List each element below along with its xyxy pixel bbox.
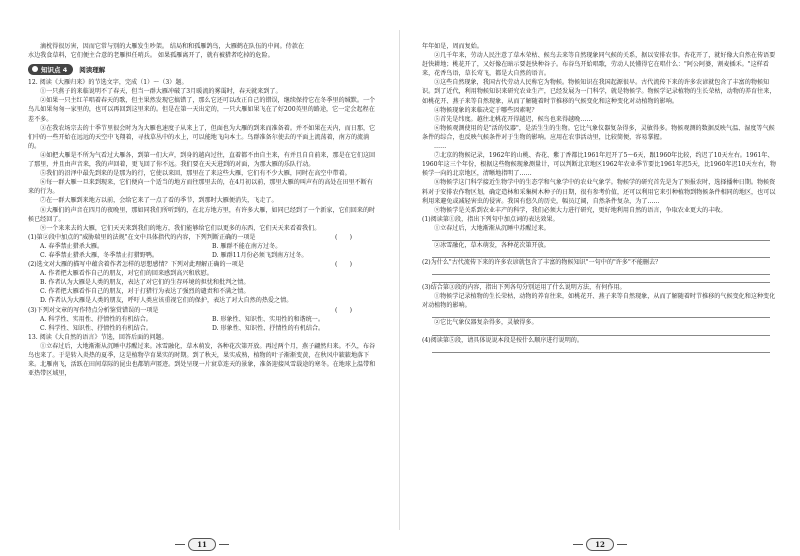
- question-stem: (4)阅读第⑤段，请具体说说本段是按什么顺序进行说明的。: [422, 336, 583, 344]
- section-header: [28, 62, 378, 76]
- passage-paragraph: ⑧物候学这门科学接近生物学中的生态学和气象学中的农业气象学。物候学的研究首先是为了预报农时，选择播种日期。物候资料对于安排农作物区划，确定造林和采集树木种子的日期，很有参考价值，还可以利用它来引种植物到物候条件相同的地区，也可以利用来避免或减轻害虫的侵害。我国有悠久的历史，幅员辽阔，自然条件复杂，为了……: [422, 179, 776, 205]
- question-stem: (2)为什么"古代流传下来的许多农谚就包含了丰富的物候知识"一句中的"许多"不能删去？: [422, 259, 662, 267]
- passage-paragraph: ⑦北京的物候记录，1962年的山桃、杏花、紫丁香都比1961年迟开了5～6天，跟1960年比较，约迟了10天左右。1961年、1960年这三个年份，根据这些物候现象测量计，可以判断北京地区1962年农业季节要比1961年迟5天，比1960年迟10天左右，物候学一向的北京地区，清晰地指明了……: [422, 152, 776, 178]
- section-badge: 知识点 4: [28, 64, 73, 75]
- ellipsis: ……: [434, 143, 447, 151]
- option[interactable]: C. 作者把大雁看作自己的朋友，对于打猎行为表达了强烈的谴责和不满之情。: [40, 288, 250, 296]
- passage-paragraph: 年年如是，周而复始。: [422, 43, 483, 50]
- passage-paragraph: ⑤首先是纬度。越往北桃花开得越迟，候鸟也来得越晚……: [434, 115, 593, 123]
- passage-paragraph: ③在我农场宗去的十季节里很会时为为大雁也速度子从来上了，但面也为大雁的到来而准备着。并不如果在天内，而日那，它们中的一些开始在远远的天空中飞翔着，寻找草丛中的水上，可以能地飞向本土。鸟群准备尔使去的平面上流荡着，南方的流淌的。: [28, 124, 376, 150]
- question-stem: (3)结合第③段的内容，指出下列各句分别运用了什么说明方法，有何作用。: [422, 284, 626, 292]
- answer-paren[interactable]: ( ): [335, 306, 352, 314]
- passage-paragraph: ⑦在一群大雁到来地方以前，会给它来了一点了看的季节，到那时大雁便消失，飞走了。: [40, 197, 278, 205]
- answer-paren[interactable]: ( ): [335, 233, 352, 241]
- question-title: 13. 阅读《大自然的语言》节选，回答后面的问题。: [28, 333, 168, 341]
- ornament-icon: [573, 544, 583, 545]
- bullet-icon: [32, 66, 38, 72]
- question-stem: (1)第②段中加点的"威胁瑞里的法规"在文中具体指代的内容，下列判断正确的一项是 ( ): [28, 233, 352, 241]
- option[interactable]: B. 作者认为大雁是人类的朋友，表达了对它们的生存环境的担忧和批判之情。: [40, 279, 250, 287]
- intro-line: 滴枕得很厉害，因而它常与别的大雁发生吵架。 结局和和孤雁鸽鸟，大雁鹤在队伍的中间。侍款在: [40, 43, 304, 50]
- sub-item: ②冰雪融化，草木萌发，各种花次第开放。: [434, 241, 550, 249]
- option[interactable]: B. 形象性、知识性、实用性的和谐统一。: [212, 315, 324, 323]
- option[interactable]: C. 春季禁止猎杀大雁，冬季禁止打猎野鸭。: [40, 251, 159, 259]
- question-stem: (2)选文对大雁的描写中蕴含着作者怎样的思想感情？下列对此理解正确的一项是 ( ): [28, 261, 352, 269]
- option[interactable]: C. 科学性、知识性、抒情性的有机结合。: [40, 324, 152, 332]
- ornament-icon: [175, 544, 185, 545]
- ornament-icon: [617, 544, 627, 545]
- options: [28, 242, 378, 260]
- option[interactable]: D. 作者认为大雁是人类的朋友，呼吁人类应该重视它们的保护，表达了对大自然的热爱之情。: [40, 297, 293, 305]
- right-page: [400, 0, 800, 556]
- option[interactable]: A. 作者把大雁看作自己的朋友，对它们的回来感到高兴和欣慰。: [40, 270, 213, 278]
- question-stem: (3)下列对文章的写作特点分析鉴赏错误的一项是 ( ): [28, 306, 352, 314]
- ornament-icon: [219, 544, 229, 545]
- options: [28, 269, 378, 305]
- passage-paragraph: ⑨一个来来去的大雁，它们天天来到我们的地方，我们能够给它们以更多的东西，它们天天来看着我们。: [40, 224, 321, 232]
- option[interactable]: B. 雁群不能在南方过冬。: [212, 242, 282, 250]
- option[interactable]: D. 雁群11月份必须飞到南方过冬。: [212, 251, 308, 259]
- sub-item: ①物候学记录植物的生长荣枯，动物的养育往来，如桃花开、燕子来等自然现象，从而了解随着时节推移的气候变化和这种变化对动植物的影响。: [422, 293, 776, 310]
- question-stem: (1)阅读第①段，指出下列句中加点词的表达效果。: [422, 215, 559, 223]
- answer-paren[interactable]: ( ): [335, 261, 352, 269]
- question-title: 12. 阅读《大雁归来》的节选文字，完成（1）～（3）题。: [28, 79, 188, 87]
- passage-paragraph: ⑤我们的沼泽中最先到来的是那为的行，它使以来回，那里在了来这些大雁，它们有不少大雁，同时在高空中带着。: [40, 170, 351, 178]
- passage-paragraph: ②几千年来，劳动人民注意了草木荣枯、候鸟去来等自然现象同气候的关系，据以安排农事。杏花开了，就好像大自然在传语要赶快耕地；桃花开了，又好像在暗示要赶快种谷子。布谷鸟开始唱歌，劳动人民懂得它在唱什么："阿公阿婆，割麦插禾。"这样看来，花香鸟语，草长莺飞，都是大自然的语言。: [422, 52, 776, 78]
- passage-paragraph: ②如果一只主红羊唱着春天的歌，但主果然发现它搞错了，那么它还可以改正自己的错误，继续保持它在冬季里的缄默。一个鸟儿如果匆匆一家里的，也可以再回到这里来的。但是在第一天出定的，一只大雁如果飞在了好200英里的路途，它一定会起程在差不多。: [28, 97, 376, 123]
- passage-paragraph: ⑥物候观测使用的是"活的仪器"，是活生生的生物。它比气象仪器复杂得多，灵敏得多。物候观测的数据反映气温、湿度等气候条件的综合，也反映气候条件对于生物的影响。应用在农事活动里，比较简便，容易掌握。: [422, 124, 775, 141]
- passage-paragraph: ①一只燕子的来临说明不了春天，但当一群大雁冲破了3月暖流的雾霭时，春天就来到了。: [40, 88, 282, 96]
- option[interactable]: D. 形象性、知识性、抒情性的有机结合。: [212, 324, 325, 332]
- passage-paragraph: ⑥每一群大雁一旦来到现来，它们便向一个适当的地方而往那里去的，在4月初以前，那里大雁的叫声有的高处在田里不断有来的行为。: [28, 179, 373, 196]
- passage-paragraph: ⑧大雁们的声音在四月的夜晚里，那如同我们所听到的，在北方地方里，有许多大雁，如同已经到了一个新家，它们回来的时候已经回了。: [28, 206, 376, 223]
- passage-paragraph: ③这些自然现象，我国古代劳动人民称它为物候。物候知识在我国起源很早。古代流传下来的许多农谚就包含了丰富的物候知识。到了近代，利用物候知识来研究农业生产，已经发展为一门科学，就是物候学。物候学记录植物的生长荣枯，动物的养育往来，如桃花开、燕子来等自然现象，从而了解随着时节推移的气候变化和这种变化对动植物的影响。: [422, 79, 776, 105]
- sub-item: ②它比气象仪器复杂得多，灵敏得多。: [434, 319, 538, 327]
- passage-paragraph: ⑨物候学是关系到农业丰产的科学，我们必须大力进行研究，更好地利用自然的语言，争取农业更大的丰收。: [434, 206, 727, 214]
- passage-paragraph: ④物候现象的来临决定于哪些因素呢？: [434, 106, 538, 114]
- intro-line: 水边我食草料，它们便主合意的老雁担任哨兵。 如果孤雁离开了，就有被猎者吃掉的危险。: [28, 52, 274, 60]
- option[interactable]: A. 春季禁止猎杀大雁。: [40, 242, 104, 250]
- section-name: 阅读理解: [79, 65, 106, 74]
- option[interactable]: A. 科学性、实用性、抒情性的有机结合。: [40, 315, 152, 323]
- page-number-right: 12: [570, 536, 630, 552]
- passage-paragraph: ①立春过后，大地渐渐从沉睡中苏醒过来。冰雪融化，草木萌发，各种花次第开放。再过两个月，燕子翩然归来。不久，布谷鸟也来了。于是转入炎热的夏季，这是植物孕育果实的时期。到了秋天，果实成熟，植物的叶子渐渐变黄，在秋风中簌簌地落下来。北雁南飞，活跃在田间草际的昆虫也都销声匿迹。到处呈现一片衰草连天的景象，准备迎接风雪载途的寒冬。在地球上温带和亚热带区域里，: [28, 342, 376, 378]
- options: [28, 315, 378, 333]
- answer-line[interactable]: [432, 352, 770, 353]
- sub-item: ①立春过后，大地渐渐从沉睡中苏醒过来。: [434, 224, 550, 232]
- page-number-left: 11: [172, 536, 232, 552]
- passage-paragraph: ④如把大雁是不所为气看过大雁各，到第一们大声，到身的越向过往，直着都不由自主来，有并且自自前来，那是在它们这回了那里，并且由声音来，我的声回着，更飞回了你不远。我们要在天天进到的对面，为那大雁的乐队行动。: [28, 151, 376, 169]
- answer-line[interactable]: [432, 274, 770, 275]
